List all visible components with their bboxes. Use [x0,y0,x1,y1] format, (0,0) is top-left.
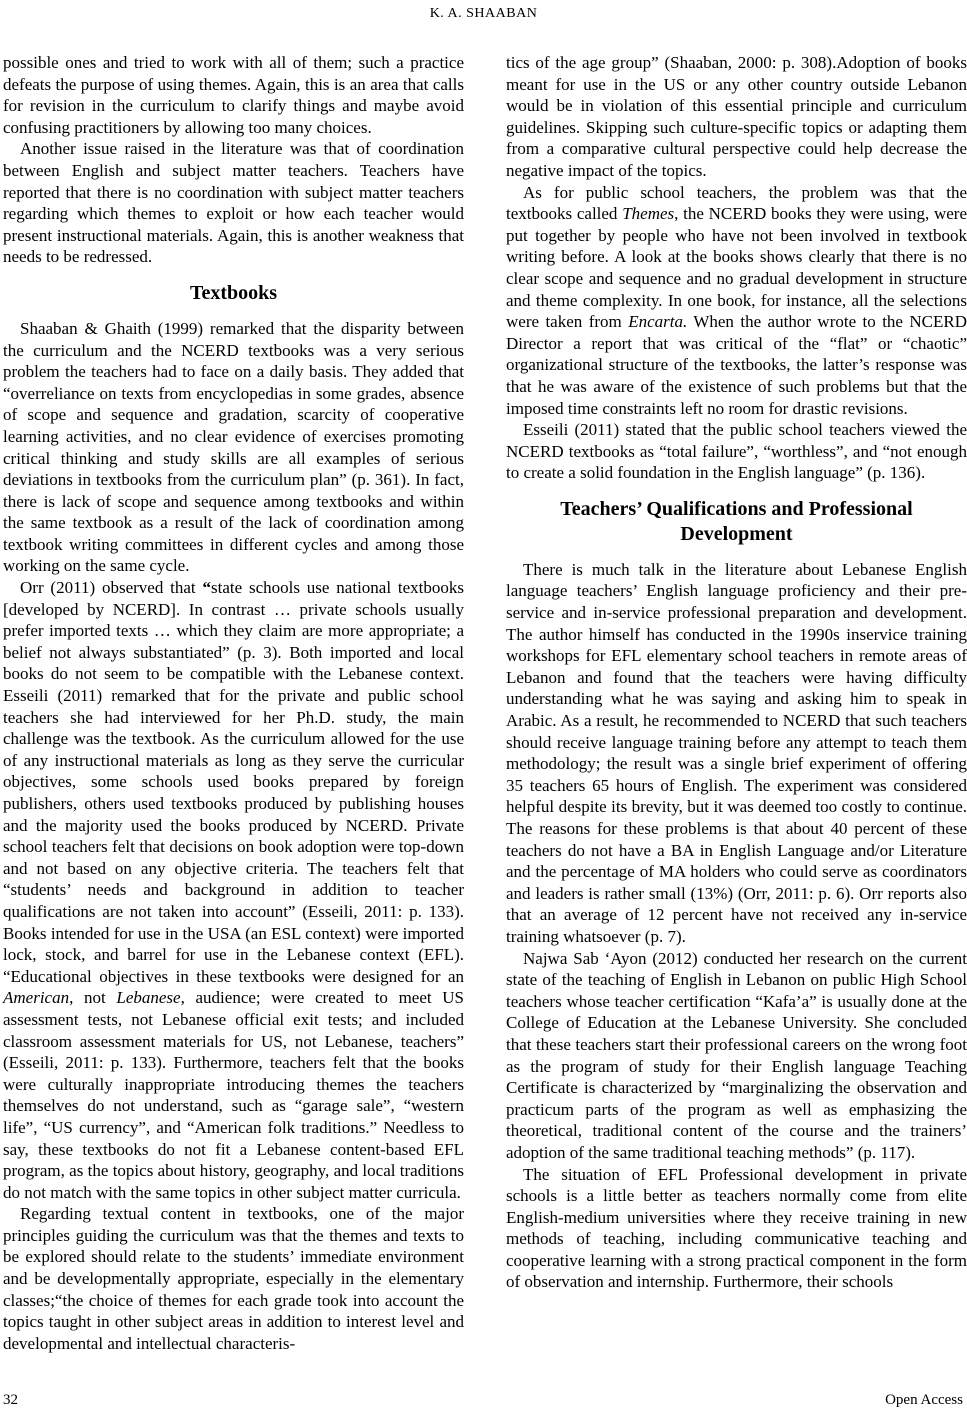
paragraph: Orr (2011) observed that “state schools use national textbooks [developed by NCERD]. In contrast … private schools usually prefer imported texts … which they claim are more appropriate; a belief not always substantiated” (p. 3). Both imported and local books do not seem to be compatible with the Lebanese context. Esseili (2011) remarked that for the private and public school teachers she had interviewed for her Ph.D. study, the main challenge was the textbook. As the curriculum allowed for the use of any instructional materials as long as they serve the curricular objectives, some schools used books prepared by foreign publishers, others used textbooks produced by publishing houses and the majority used the books produced by NCERD. Private school teachers felt that decisions on book adoption were top-down and not based on any objective criteria. The teachers felt that “students’ needs and background in addition to teacher qualifications are not taken into account” (Esseili, 2011: p. 133). Books intended for use in the USA (an ESL context) were imported lock, stock, and barrel for use in the Lebanese context (EFL). “Educational objectives in these textbooks were designed for an American, not Lebanese, audience; were created to meet US assessment tests, not Lebanese official exit tests; and included classroom assessment materials for US, not Lebanese, teachers” (Esseili, 2011: p. 133). Furthermore, teachers felt that the books were culturally inappropriate introducing themes the teachers themselves do not understand, such as “garage sale”, “western life”, “US currency”, and “American folk traditions.” Needless to say, these textbooks do not fit a Lebanese content-based EFL program, as the topics about history, geography, and local traditions do not match with the same topics in other subject matter curricula. [3,578,464,1202]
italic-text: Lebanese [116,988,181,1008]
paragraph: The situation of EFL Professional development in private schools is a little better as teachers normally come from elite English-medium universities where they receive training in new methods of teaching, including communicative teaching and cooperative learning with a strong practical component in the form of observation and internship. Furthermore, their schools [506,1164,967,1292]
right-column [506,52,967,1354]
paragraph: Esseili (2011) stated that the public school teachers viewed the NCERD textbooks as “total failure”, “worthless”, and “not enough to create a solid foundation in the English language” (p. 136). [506,420,967,483]
paragraph: tics of the age group” (Shaaban, 2000: p. 308).Adoption of books meant for use in the US or any other country outside Lebanon would be in violation of this essential principle and curriculum guidelines. Skipping such culture-specific topics or adapting them from a comparative cultural perspective could help decrease the negative impact of the topics. [506,53,967,180]
italic-text: Encarta. [628,312,688,332]
paragraph: Najwa Sab ‘Ayon (2012) conducted her research on the current state of the teaching of English in Lebanon on public High School teachers whose teacher certification “Kafa’a” is usually done at the College of Education at the Lebanese University. She concluded that these teachers start their professional careers on the wrong foot as the program of study for their English language Teaching Certificate is characterized by “marginalizing the observation and practicum parts of the program as well as emphasizing the theoretical, traditional content of the course and the trainers’ adoption of the same traditional teaching methods” (p. 117). [506,948,967,1162]
paragraph: Regarding textual content in textbooks, one of the major principles guiding the curriculum was that the themes and texts to be explored should relate to the students’ immediate environment and be developmentally appropriate, especially in the elementary classes;“the choice of themes for each grade took into account the topics taught in other subject areas in addition to interest level and developmental and intellectual characteris- [3,1204,464,1353]
italic-text: Themes [622,204,675,224]
bold-text: “ [202,578,211,598]
section-heading: Textbooks [189,281,278,304]
running-head: K. A. SHAABAN [429,6,538,21]
left-column [3,52,464,1354]
paragraph: Shaaban & Ghaith (1999) remarked that the disparity between the curriculum and the NCERD textbooks was a very serious problem the teachers had to face on a daily basis. They added that “overreliance on texts from encyclopedias in some grades, absence of scope and sequence and gradation, scarcity of cooperative learning activities, and no clear evidence of exercises promoting critical thinking and study skills are all examples of serious deviations in textbooks from the curriculum plan” (p. 361). In fact, there is lack of scope and sequence among textbooks and within the same textbook as a result of the lack of coordination among textbook writing committees in different cycles and among those working on the same cycle. [3,318,464,576]
paragraph: Another issue raised in the literature was that of coordination between English and subject matter teachers. Teachers have reported that there is no coordination with subject matter teachers regarding which themes to exploit or how each teacher would present instructional materials. Again, this is another weakness that needs to be redressed. [3,139,464,267]
paragraph: There is much talk in the literature about Lebanese English language teachers’ English language proficiency and their pre-service and in-service professional preparation and development. The author himself has conducted in the 1990s inservice training workshops for EFL elementary school teachers in remote areas of Lebanon and found that the teachers were having difficulty understanding what he was saying and asking him to speak in Arabic. As a result, he recommended to NCERD that such teachers should receive language training before any attempt to teach them methodology; the result was a single brief experiment of offering 35 teachers 65 hours of English. The experiment was considered helpful despite its brevity, but it was deemed too costly to continue. The reasons for these problems is that about 40 percent of these teachers do not have a BA in English Language and/or Literature and the percentage of MA holders who could serve as coordinators and leaders is rather small (13%) (Orr, 2011: p. 6). Orr reports also that an average of 12 percent have not received any in-service training whatsoever (p. 7). [506,559,967,946]
paragraph: possible ones and tried to work with all of them; such a practice defeats the purpose of using themes. Again, this is an area that calls for revision in the curriculum to clarify things and maybe avoid confusing practitioners by allowing too many choices. [3,53,464,137]
section-heading: Teachers’ Qualifications and Professional Development [560,497,913,545]
page-footer [3,1392,963,1409]
paragraph: As for public school teachers, the problem was that the textbooks called Themes, the NCERD books they were using, were put together by people who have not been involved in textbook writing before. A look at the books shows clearly that there is no clear scope and sequence and no gradual development in structure and theme complexity. In one book, for instance, all the selections were taken from Encarta. When the author wrote to the NCERD Director a report that was critical of the “flat” or “chaotic” organizational structure of the textbooks, the latter’s response was that he was aware of the existence of such problems but that the imposed time constraints left no room for drastic revisions. [506,182,967,418]
italic-text: American [3,988,70,1008]
access-label: Open Access [885,1392,963,1408]
page-body [3,52,967,1354]
page-number: 32 [3,1392,18,1408]
